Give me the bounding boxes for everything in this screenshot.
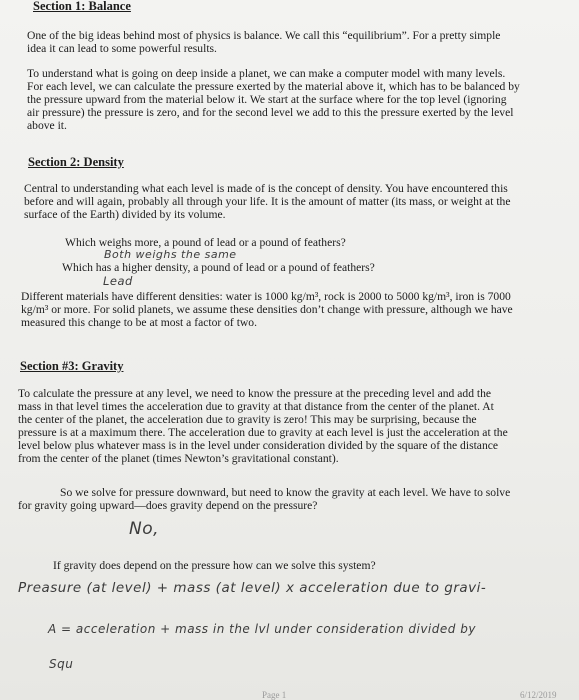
section-3-heading: Section #3: Gravity [20,359,124,373]
section-2-para-1-line-3: surface of the Earth) divided by its volume. [24,208,226,221]
section-3-para-1-line-6: from the center of the planet (times Newton’s gravitational constant). [18,452,339,465]
section-3-para-1-line-3: the center of the planet, the acceleration due to gravity is zero! This may be surprising, because the [18,413,477,426]
section-2-para-2-line-1: Different materials have different densities: water is 1000 kg/m³, rock is 2000 to 5000 kg/m³, iron is 7000 [21,290,511,303]
section-1-para-1-line-1: One of the big ideas behind most of physics is balance. We call this “equilibrium”. For a pretty simple [27,29,501,42]
section-2-answer-2-handwritten: Lead [103,274,133,288]
section-3-para-1-line-2: mass in that level times the acceleration due to gravity at that distance from the center of the planet. At [18,400,494,413]
section-1-para-2-line-3: the pressure upward from the material below it. We start at the surface where for the top level (ignoring [27,93,507,106]
section-2-heading: Section 2: Density [28,155,124,169]
section-1-heading: Section 1: Balance [33,0,131,13]
section-3-para-1-line-1: To calculate the pressure at any level, we need to know the pressure at the preceding level and add the [18,387,492,400]
section-3-answer-2-line-3-handwritten: Squ [49,657,74,671]
section-3-answer-2-line-2-handwritten: A = acceleration + mass in the lvl under consideration divided by [48,622,476,636]
section-3-para-2-line-2: for gravity going upward—does gravity depend on the pressure? [18,499,318,512]
section-1-para-2-line-5: above it. [27,119,67,132]
section-1-para-2-line-2: For each level, we can calculate the pressure exerted by the material above it, which has to be balanced by [27,80,520,93]
page-number: Page 1 [262,690,287,700]
section-1-para-2-line-4: air pressure) the pressure is zero, and for the second level we add to this the pressure exerted by the level [27,106,514,119]
page-date: 6/12/2019 [520,690,557,700]
section-2-para-1-line-1: Central to understanding what each level is made of is the concept of density. You have encountered this [24,182,508,195]
section-3-para-1-line-4: pressure is at a maximum there. The acceleration due to gravity at each level is just the acceleration at the [18,426,508,439]
section-2-answer-1-handwritten: Both weighs the same [104,248,237,261]
section-1-para-2-line-1: To understand what is going on deep inside a planet, we can make a computer model with many levels. [27,67,506,80]
section-3-answer-1-handwritten: No, [129,519,160,539]
section-2-question-1: Which weighs more, a pound of lead or a pound of feathers? [65,236,346,249]
section-3-question-2: If gravity does depend on the pressure how can we solve this system? [53,559,376,572]
section-3-para-2-line-1: So we solve for pressure downward, but need to know the gravity at each level. We have to solve [60,486,511,499]
section-2-para-2-line-3: measured this change to be at most a factor of two. [21,316,257,329]
section-2-para-2-line-2: kg/m³ or more. For solid planets, we assume these densities don’t change with pressure, although we have [21,303,513,316]
section-2-para-1-line-2: before and will again, probably all through your life. It is the amount of matter (its mass, or weight at the [24,195,511,208]
section-3-para-1-line-5: level below plus whatever mass is in the level under consideration divided by the square of the distance [18,439,499,452]
section-2-question-2: Which has a higher density, a pound of lead or a pound of feathers? [62,261,375,274]
section-1-para-1-line-2: idea it can lead to some powerful results. [27,42,217,55]
section-3-answer-2-line-1-handwritten: Preasure (at level) + mass (at level) x acceleration due to gravi- [18,580,487,596]
